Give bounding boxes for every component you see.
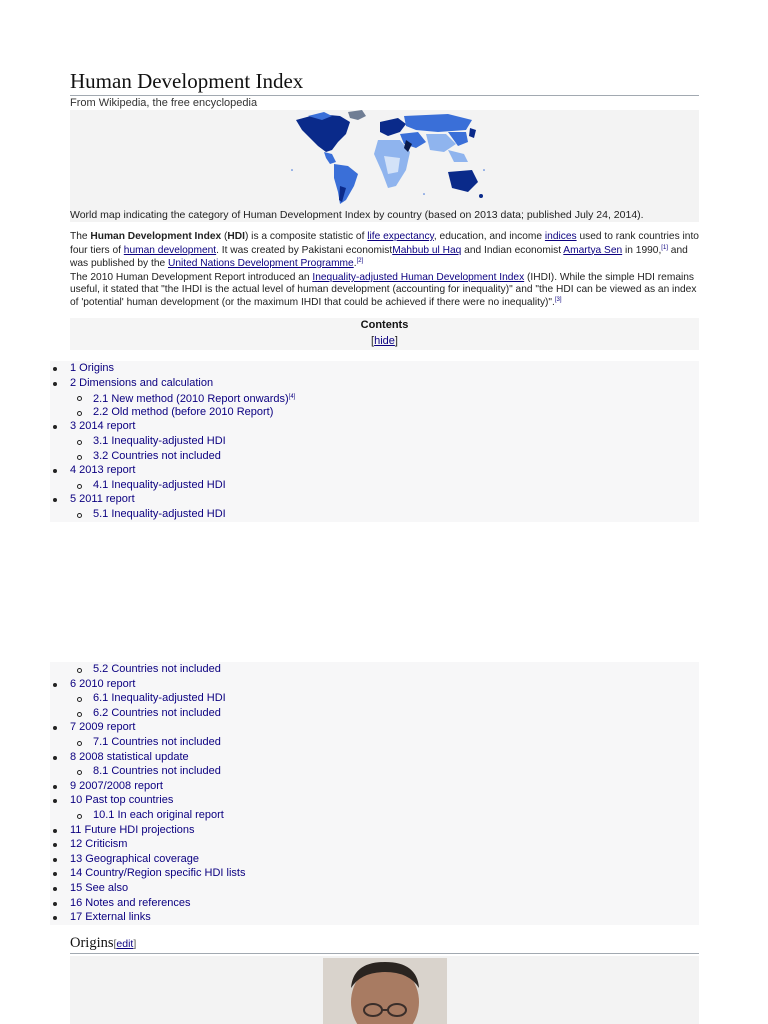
toc-hide-toggle: [hide]	[371, 335, 398, 347]
toc-item-label[interactable]: 6.1 Inequality-adjusted HDI	[93, 692, 226, 705]
bullet-disc-icon	[53, 829, 57, 833]
toc-item[interactable]	[50, 478, 699, 493]
toc-item-label[interactable]: 10.1 In each original report	[93, 808, 224, 821]
toc-item[interactable]	[50, 720, 699, 735]
bullet-disc-icon	[53, 887, 57, 891]
bullet-disc-icon	[53, 726, 57, 730]
intro-paragraph-2: The 2010 Human Development Report introduced an Inequality-adjusted Human Development Index (IHDI). While the simple HDI remains useful, it stated that "the IHDI is the actual level of human development (accounting for inequality)" and "the HDI can be viewed as an index of 'potential' human development (or the maximum IHDI that could be achieved if there were no inequality)".[3]	[70, 272, 697, 308]
toc-item[interactable]	[50, 419, 699, 434]
toc-item-label[interactable]: 11 Future HDI projections	[70, 823, 195, 836]
toc-item-label[interactable]: 3.1 Inequality-adjusted HDI	[93, 434, 226, 447]
toc-item[interactable]	[50, 434, 699, 449]
page-title: Human Development Index	[70, 68, 699, 96]
page-tagline: From Wikipedia, the free encyclopedia	[70, 97, 258, 109]
toc-item[interactable]	[50, 793, 699, 808]
link-amartya-sen[interactable]: Amartya Sen	[563, 244, 623, 256]
toc-item[interactable]	[50, 823, 699, 838]
toc-item[interactable]	[50, 779, 699, 794]
toc-item[interactable]	[50, 492, 699, 507]
toc-item-label[interactable]: 8 2008 statistical update	[70, 750, 189, 763]
toc-item[interactable]	[50, 376, 699, 391]
bullet-disc-icon	[53, 683, 57, 687]
toc-item[interactable]	[50, 896, 699, 911]
toc-item[interactable]	[50, 662, 699, 677]
section-heading-origins: Origins[edit]	[70, 935, 699, 954]
toc-item[interactable]	[50, 837, 699, 852]
toc-list-part-2	[50, 662, 699, 925]
toc-item[interactable]	[50, 405, 699, 420]
toc-item[interactable]	[50, 706, 699, 721]
toc-item[interactable]	[50, 808, 699, 823]
bullet-circle-icon	[77, 484, 82, 489]
toc-title: Contents	[360, 319, 409, 331]
toc-header	[70, 318, 699, 350]
section-edit-link[interactable]: edit	[116, 938, 134, 950]
ref-2[interactable]: [2]	[356, 258, 364, 264]
toc-list-part-1	[50, 361, 699, 522]
link-human-development[interactable]: human development	[123, 244, 217, 256]
toc-item-ref[interactable]: [4]	[288, 394, 296, 401]
bullet-disc-icon	[53, 902, 57, 906]
toc-item[interactable]	[50, 507, 699, 522]
bullet-circle-icon	[77, 513, 82, 518]
toc-item[interactable]	[50, 463, 699, 478]
bullet-disc-icon	[53, 843, 57, 847]
toc-item[interactable]	[50, 677, 699, 692]
bullet-disc-icon	[53, 469, 57, 473]
bullet-disc-icon	[53, 382, 57, 386]
bullet-circle-icon	[77, 411, 82, 416]
bullet-disc-icon	[53, 425, 57, 429]
toc-item-label[interactable]: 3.2 Countries not included	[93, 449, 221, 462]
toc-item[interactable]	[50, 735, 699, 750]
toc-item[interactable]	[50, 449, 699, 464]
bullet-disc-icon	[53, 799, 57, 803]
bullet-circle-icon	[77, 741, 82, 746]
toc-item[interactable]	[50, 691, 699, 706]
toc-item-label[interactable]: 13 Geographical coverage	[70, 852, 200, 865]
toc-item[interactable]	[50, 361, 699, 376]
toc-item[interactable]	[50, 764, 699, 779]
toc-item-label[interactable]: 12 Criticism	[70, 838, 128, 851]
toc-item-label[interactable]: 5.2 Countries not included	[93, 663, 221, 675]
origins-figure	[70, 956, 699, 1024]
link-undp[interactable]: United Nations Development Programme	[167, 258, 354, 269]
bullet-circle-icon	[77, 697, 82, 702]
intro-paragraph-1: The Human Development Index (HDI) is a composite statistic of life expectancy, education, and income indices used to rank countries into four tiers of human development. It was created by Pakistani economistMahbub ul Haq and Indian economist Amartya Sen in 1990,[1] and was published by the United Nations Development Programme.[2]	[70, 231, 699, 269]
ref-3[interactable]: [3]	[554, 297, 562, 303]
toc-item-label[interactable]: 4.1 Inequality-adjusted HDI	[93, 478, 226, 491]
toc-hide-link[interactable]: hide	[374, 335, 395, 347]
link-ihdi[interactable]: Inequality-adjusted Human Development Index	[312, 272, 525, 283]
world-map-image	[288, 110, 488, 208]
bullet-circle-icon	[77, 770, 82, 775]
toc-item[interactable]	[50, 852, 699, 867]
bullet-circle-icon	[77, 814, 82, 819]
link-indices[interactable]: indices	[544, 231, 577, 242]
toc-item-label[interactable]: 8.1 Countries not included	[93, 765, 221, 778]
bullet-disc-icon	[53, 498, 57, 502]
toc-item[interactable]	[50, 881, 699, 896]
toc-item-label[interactable]: 7.1 Countries not included	[93, 735, 221, 748]
bullet-circle-icon	[77, 440, 82, 445]
toc-item-label[interactable]: 16 Notes and references	[70, 896, 191, 909]
toc-item-label[interactable]: 4 2013 report	[70, 464, 136, 477]
toc-item-label[interactable]: 2 Dimensions and calculation	[70, 376, 214, 389]
portrait-photo	[323, 958, 447, 1024]
bullet-disc-icon	[53, 367, 57, 371]
toc-item[interactable]	[50, 910, 699, 925]
toc-item-label[interactable]: 3 2014 report	[70, 420, 136, 433]
map-caption: World map indicating the category of Human Development Index by country (based on 2013 data; published July 24, 2014).	[70, 209, 644, 221]
toc-item-label[interactable]: 14 Country/Region specific HDI lists	[70, 867, 246, 880]
toc-item-label[interactable]: 17 External links	[70, 911, 151, 924]
bullet-disc-icon	[53, 916, 57, 920]
toc-item-label[interactable]: 9 2007/2008 report	[70, 779, 163, 792]
toc-item-label[interactable]: 2.2 Old method (before 2010 Report)	[93, 405, 274, 418]
bullet-disc-icon	[53, 872, 57, 876]
ref-1[interactable]: [1]	[661, 244, 668, 251]
bullet-disc-icon	[53, 756, 57, 760]
toc-item-label[interactable]: 1 Origins	[70, 362, 115, 374]
toc-item-label[interactable]: 5 2011 report	[70, 493, 135, 506]
bullet-circle-icon	[77, 712, 82, 717]
toc-item-label[interactable]: 5.1 Inequality-adjusted HDI	[93, 507, 226, 520]
link-mahbub-ul-haq[interactable]: Mahbub ul Haq	[392, 244, 462, 256]
toc-item-label[interactable]: 15 See also	[70, 881, 129, 894]
bullet-disc-icon	[53, 858, 57, 862]
toc-item[interactable]	[50, 866, 699, 881]
bullet-circle-icon	[77, 455, 82, 460]
bullet-circle-icon	[77, 396, 82, 401]
bullet-circle-icon	[77, 668, 82, 673]
bullet-disc-icon	[53, 785, 57, 789]
toc-item-label[interactable]: 6 2010 report	[70, 677, 136, 690]
toc-item[interactable]	[50, 750, 699, 765]
toc-item-label[interactable]: 10 Past top countries	[70, 794, 174, 807]
toc-item-label[interactable]: 2.1 New method (2010 Report onwards)	[93, 393, 289, 406]
world-map-figure	[70, 110, 699, 222]
toc-item-label[interactable]: 7 2009 report	[70, 721, 136, 734]
toc-item-label[interactable]: 6.2 Countries not included	[93, 706, 221, 719]
link-life-expectancy[interactable]: life expectancy	[367, 231, 434, 242]
toc-item[interactable]	[50, 390, 699, 405]
